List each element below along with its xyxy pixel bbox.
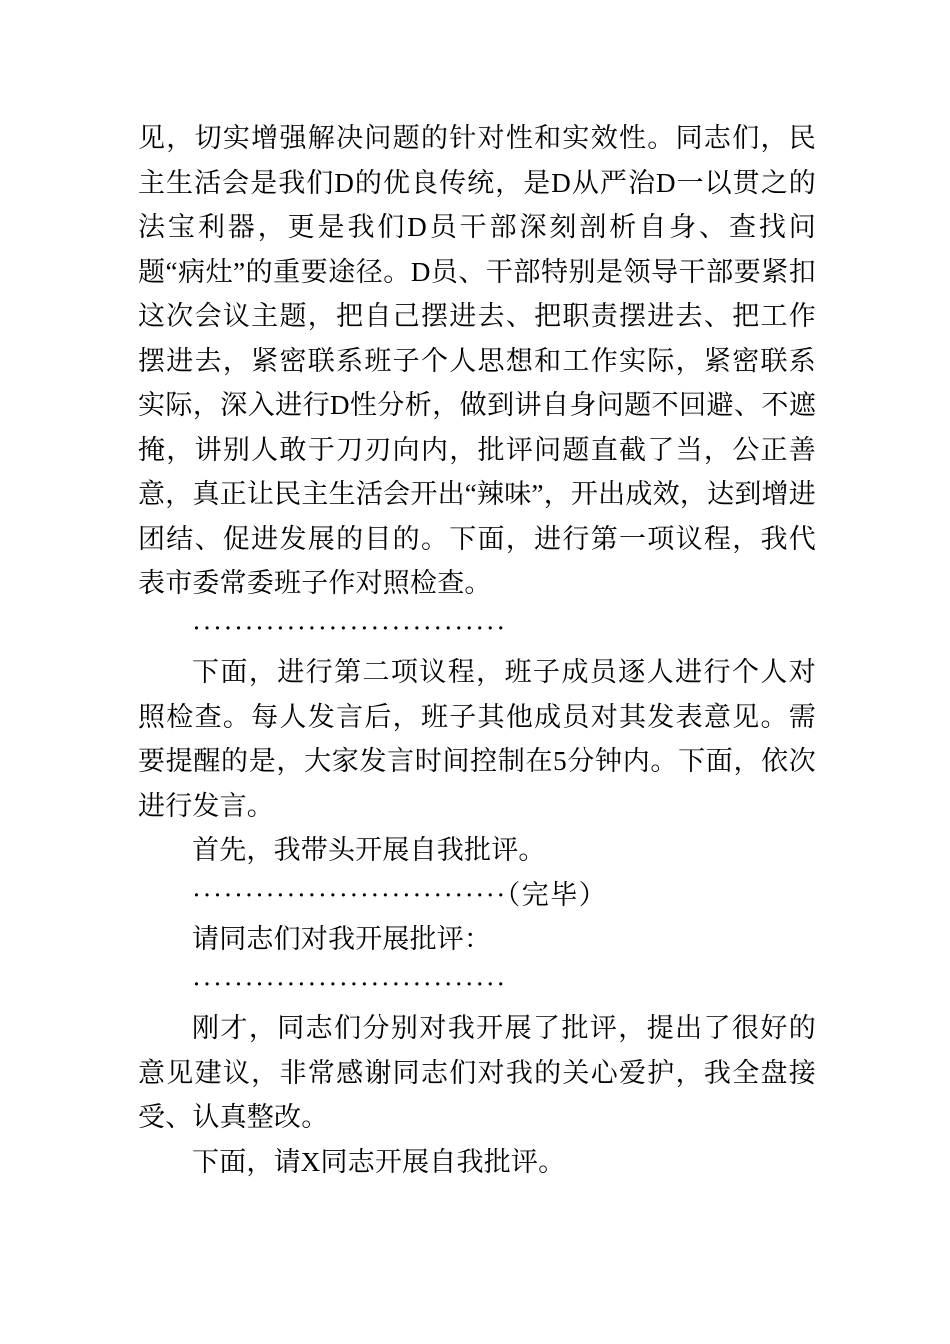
paragraph-self-criticism-lead: 首先，我带头开展自我批评。 bbox=[192, 835, 546, 865]
paragraph-continuation: 见，切实增强解决问题的针对性和实效性。同志们，民主生活会是我们D的优良传统，是D从严治D一以贯之的法宝利器，更是我们D员干部深刻剖析自身、查找问题“病灶”的重要途径。D员、干部特别是领导干部要紧扣这次会议主题，把自己摆进去、把职责摆进去、把工作摆进去，紧密联系班子个人思想和工作实际，紧密联系实际，深入进行D性分析，做到讲自身问题不回避、不遮掩，讲别人敢于刀刃向内，批评问题直截了当，公正善意，真正让民主生活会开出“辣味”，开出成效，达到增进团结、促进发展的目的。下面，进行第一项议程，我代表市委常委班子作对照检查。 bbox=[138, 123, 816, 598]
paragraph-invite-criticism: 请同志们对我开展批评： bbox=[192, 924, 492, 954]
paragraph-agenda-item-2: 下面，进行第二项议程，班子成员逐人进行个人对照检查。每人发言后，班子其他成员对其发表意见。需要提醒的是，大家发言时间控制在5分钟内。下面，依次进行发言。 bbox=[138, 657, 816, 821]
paragraph-acceptance: 刚才，同志们分别对我开展了批评，提出了很好的意见建议，非常感谢同志们对我的关心爱护，我全盘接受、认真整改。 bbox=[138, 1013, 816, 1132]
document-body bbox=[138, 116, 816, 1184]
paragraph-next-speaker: 下面，请X同志开展自我批评。 bbox=[192, 1146, 566, 1177]
paragraph-ellipsis-1: ······························ bbox=[192, 612, 507, 643]
paragraph-ellipsis-complete: ······························（完毕） bbox=[192, 879, 608, 910]
paragraph-ellipsis-2: ······························ bbox=[192, 968, 507, 999]
